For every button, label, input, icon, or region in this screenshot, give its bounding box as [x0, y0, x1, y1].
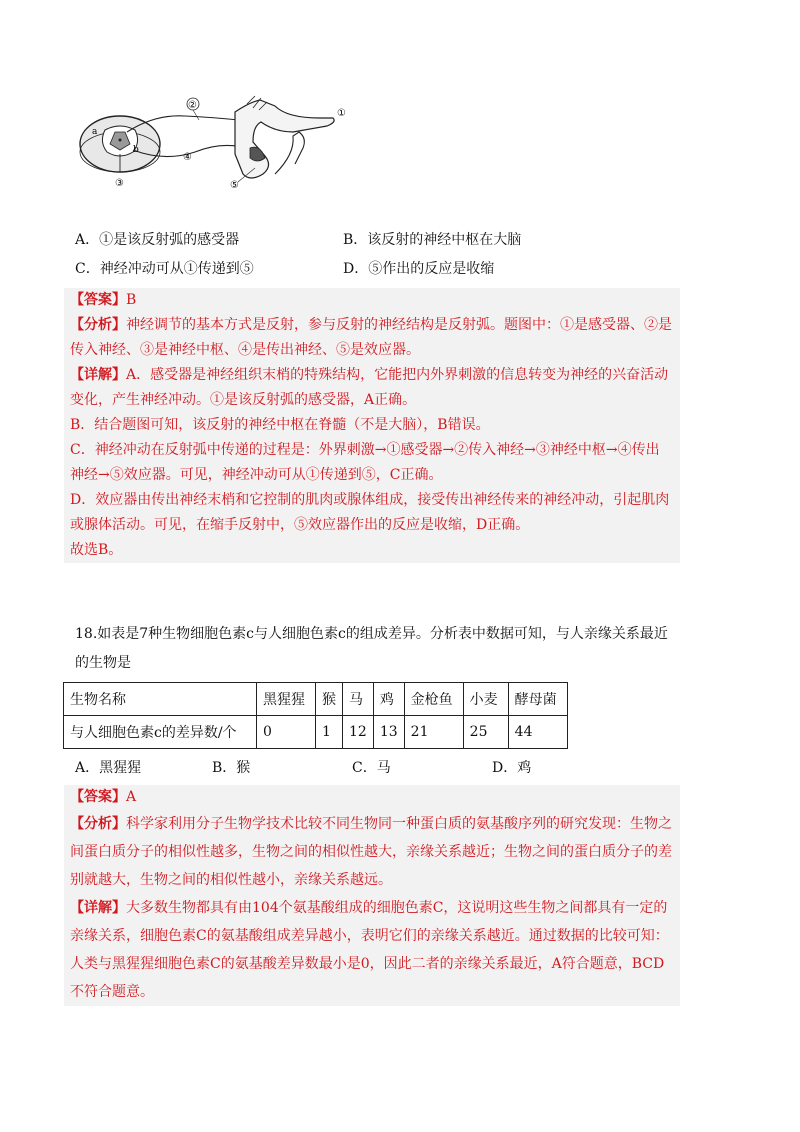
table-cell: 酵母菌 [508, 683, 567, 716]
q18-analysis-line: 间蛋白质分子的相似性越多，生物之间的相似性越大，亲缘关系越近；生物之间的蛋白质分子的差 [70, 844, 672, 860]
table-cell: 黑猩猩 [257, 683, 316, 716]
table-cell: 生物名称 [64, 683, 257, 716]
q17-detail-line: 【详解】A．感受器是神经组织末梢的特殊结构，它能把内外界刺激的信息转变为神经的兴奋活动 [70, 367, 669, 383]
q17-option-c: C．神经冲动可从①传递到⑤ [75, 261, 254, 277]
table-cell: 0 [257, 716, 316, 749]
q17-option-b: B．该反射的神经中枢在大脑 [343, 232, 522, 248]
q18-option-b: B．猴 [212, 760, 251, 776]
table-header-row [64, 683, 568, 716]
table-cell: 金枪鱼 [404, 683, 463, 716]
q18-analysis-line: 别就越大，生物之间的相似性越小，亲缘关系越远。 [70, 872, 392, 888]
q18-detail-line: 人类与黑猩猩细胞色素C的氨基酸差异数最小是0，因此二者的亲缘关系最近，A符合题意，BCD [70, 956, 665, 972]
table-cell: 小麦 [463, 683, 508, 716]
table-cell: 马 [343, 683, 374, 716]
reflex-arc-figure [75, 92, 355, 197]
q17-detail-line: 变化，产生神经冲动。①是该反射弧的感受器，A正确。 [70, 392, 417, 408]
q18-answer: 【答案】A [70, 789, 137, 805]
q18-analysis-line: 【分析】科学家利用分子生物学技术比较不同生物同一种蛋白质的氨基酸序列的研究发现：生物之 [70, 816, 672, 832]
q17-option-a: A．①是该反射弧的感受器 [75, 232, 240, 248]
table-cell: 13 [373, 716, 404, 749]
table-row [64, 716, 568, 749]
figure-label-b: b [133, 145, 139, 155]
q17-analysis-line: 【分析】神经调节的基本方式是反射，参与反射的神经结构是反射弧。题图中：①是感受器、②是 [70, 317, 672, 333]
q17-detail-line: C．神经冲动在反射弧中传递的过程是：外界刺激→①感受器→②传入神经→③神经中枢→④传出 [70, 442, 660, 458]
q17-conclusion: 故选B。 [70, 542, 123, 558]
q18-detail-line: 亲缘关系，细胞色素C的氨基酸组成差异越小，表明它们的亲缘关系越近。通过数据的比较可知： [70, 928, 669, 944]
figure-label-1: ① [337, 108, 346, 119]
q18-option-c: C．马 [352, 760, 391, 776]
q17-analysis-line: 传入神经、③是神经中枢、④是传出神经、⑤是效应器。 [70, 342, 420, 358]
q17-explanation-panel [64, 288, 680, 563]
q17-detail-line: 神经→⑤效应器。可见，神经冲动可从①传递到⑤，C正确。 [70, 467, 443, 483]
table-cell: 1 [316, 716, 343, 749]
figure-label-a: a [92, 127, 98, 137]
table-cell: 25 [463, 716, 508, 749]
figure-label-5: ⑤ [230, 180, 239, 191]
q17-detail-line: 或腺体活动。可见，在缩手反射中，⑤效应器作出的反应是收缩，D正确。 [70, 517, 530, 533]
figure-label-2: ② [188, 100, 197, 111]
figure-label-4: ④ [183, 152, 192, 163]
table-cell: 44 [508, 716, 567, 749]
q18-stem-line: 18.如表是7种生物细胞色素c与人细胞色素c的组成差异。分析表中数据可知，与人亲缘关系最近 [75, 626, 668, 642]
q17-detail-line: D．效应器由传出神经末梢和它控制的肌肉或腺体组成，接受传出神经传来的神经冲动，引起肌肉 [70, 492, 670, 508]
q18-option-a: A．黑猩猩 [75, 760, 142, 776]
q18-option-d: D．鸡 [492, 760, 532, 776]
q18-detail-line: 不符合题意。 [70, 984, 154, 1000]
table-cell: 猴 [316, 683, 343, 716]
q18-detail-line: 【详解】大多数生物都具有由104个氨基酸组成的细胞色素C，这说明这些生物之间都具有一定的 [70, 900, 668, 916]
figure-label-3: ③ [115, 178, 124, 189]
q18-explanation-panel [64, 785, 680, 1006]
q17-option-d: D．⑤作出的反应是收缩 [343, 261, 495, 277]
table-cell: 鸡 [373, 683, 404, 716]
cytochrome-c-table [63, 682, 568, 749]
table-cell: 12 [343, 716, 374, 749]
table-cell: 与人细胞色素c的差异数/个 [64, 716, 257, 749]
q18-stem-line: 的生物是 [75, 655, 131, 671]
table-cell: 21 [404, 716, 463, 749]
q17-answer: 【答案】B [70, 292, 137, 308]
q17-detail-line: B．结合题图可知，该反射的神经中枢在脊髓（不是大脑），B错误。 [70, 417, 490, 433]
